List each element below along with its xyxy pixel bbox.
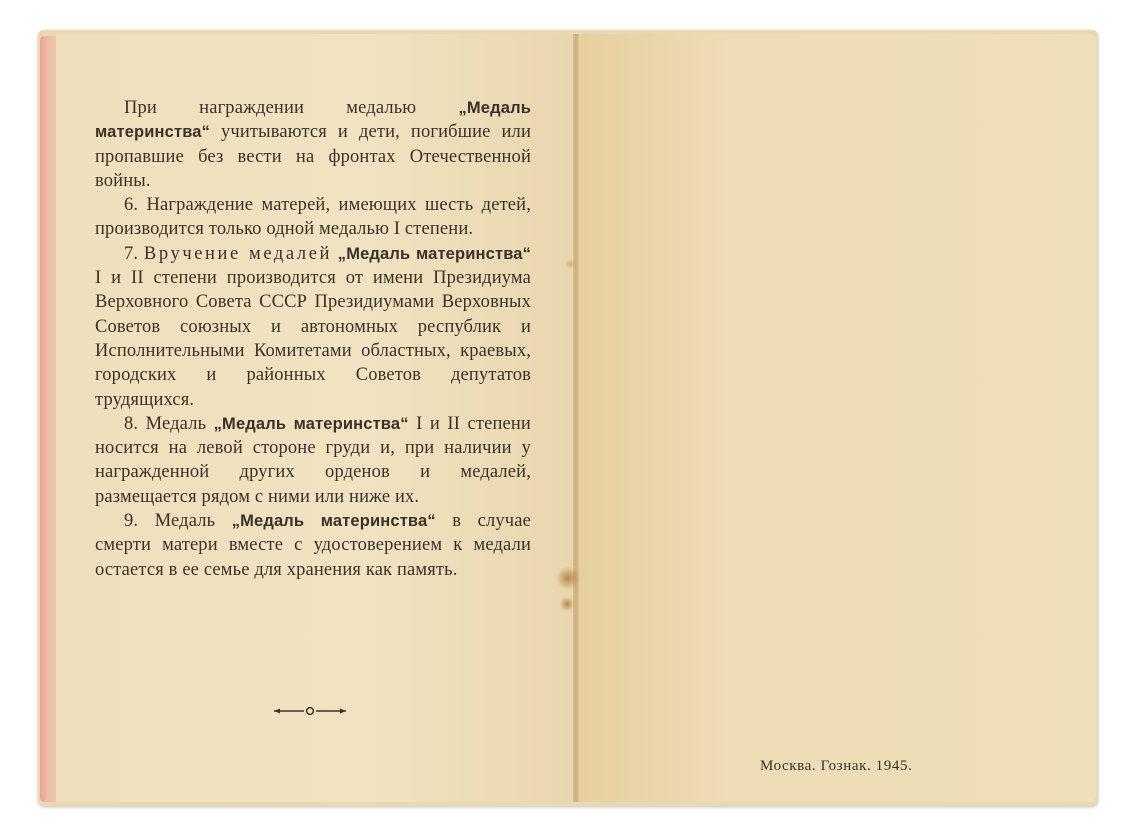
paragraph-text: 9. Медаль xyxy=(124,511,232,532)
paragraph-2 xyxy=(95,193,531,242)
paragraph-text: 8. Медаль xyxy=(124,413,214,434)
paragraph-text: Вручение медалей xyxy=(143,243,333,264)
publisher-imprint: Москва. Гознак. 1945. xyxy=(760,758,913,774)
paragraph-3 xyxy=(95,242,531,412)
right-page xyxy=(577,34,1096,802)
paragraph-4 xyxy=(95,412,531,509)
medal-name: „Медаль материнства“ xyxy=(95,99,531,142)
paragraph-text: в случае смерти матери вместе с удостоверением к медали остается в ее семье для хранения как память. xyxy=(95,511,531,580)
paragraph-text: I и II степени производится от имени Президиума Верховного Совета СССР Президиумами Верховных Советов союзных и автономных республик и Исполнительными Комитетами областных, краевых, городских и районных Советов депутатов трудящихся. xyxy=(95,268,531,410)
paragraph-text: 7. xyxy=(124,243,144,264)
page-gutter xyxy=(573,34,579,802)
medal-name: „Медаль материнства“ xyxy=(231,512,436,531)
paragraph-text: При награждении медалью xyxy=(124,98,459,118)
rust-stain xyxy=(556,566,580,590)
paragraph-1 xyxy=(95,96,531,193)
paragraph-text: I и II степени носится на левой стороне груди и, при наличии у награжденной других орденов и медалей, размещается рядом с ними или ниже их. xyxy=(95,413,531,507)
paragraph-5 xyxy=(95,509,531,582)
medal-name: „Медаль материнства“ xyxy=(337,244,532,263)
paragraph-text: учитываются и дети, погибшие или пропавшие без вести на фронтах Отечественной войны. xyxy=(95,122,531,191)
paragraph-text: 6. Награждение матерей, имеющих шесть детей, производится только одной медалью I степени. xyxy=(95,195,531,240)
rust-stain xyxy=(565,258,575,270)
statute-text xyxy=(95,96,531,582)
divider-ornament-icon xyxy=(272,704,348,718)
medal-name: „Медаль материнства“ xyxy=(213,414,409,433)
rust-stain xyxy=(560,596,574,612)
